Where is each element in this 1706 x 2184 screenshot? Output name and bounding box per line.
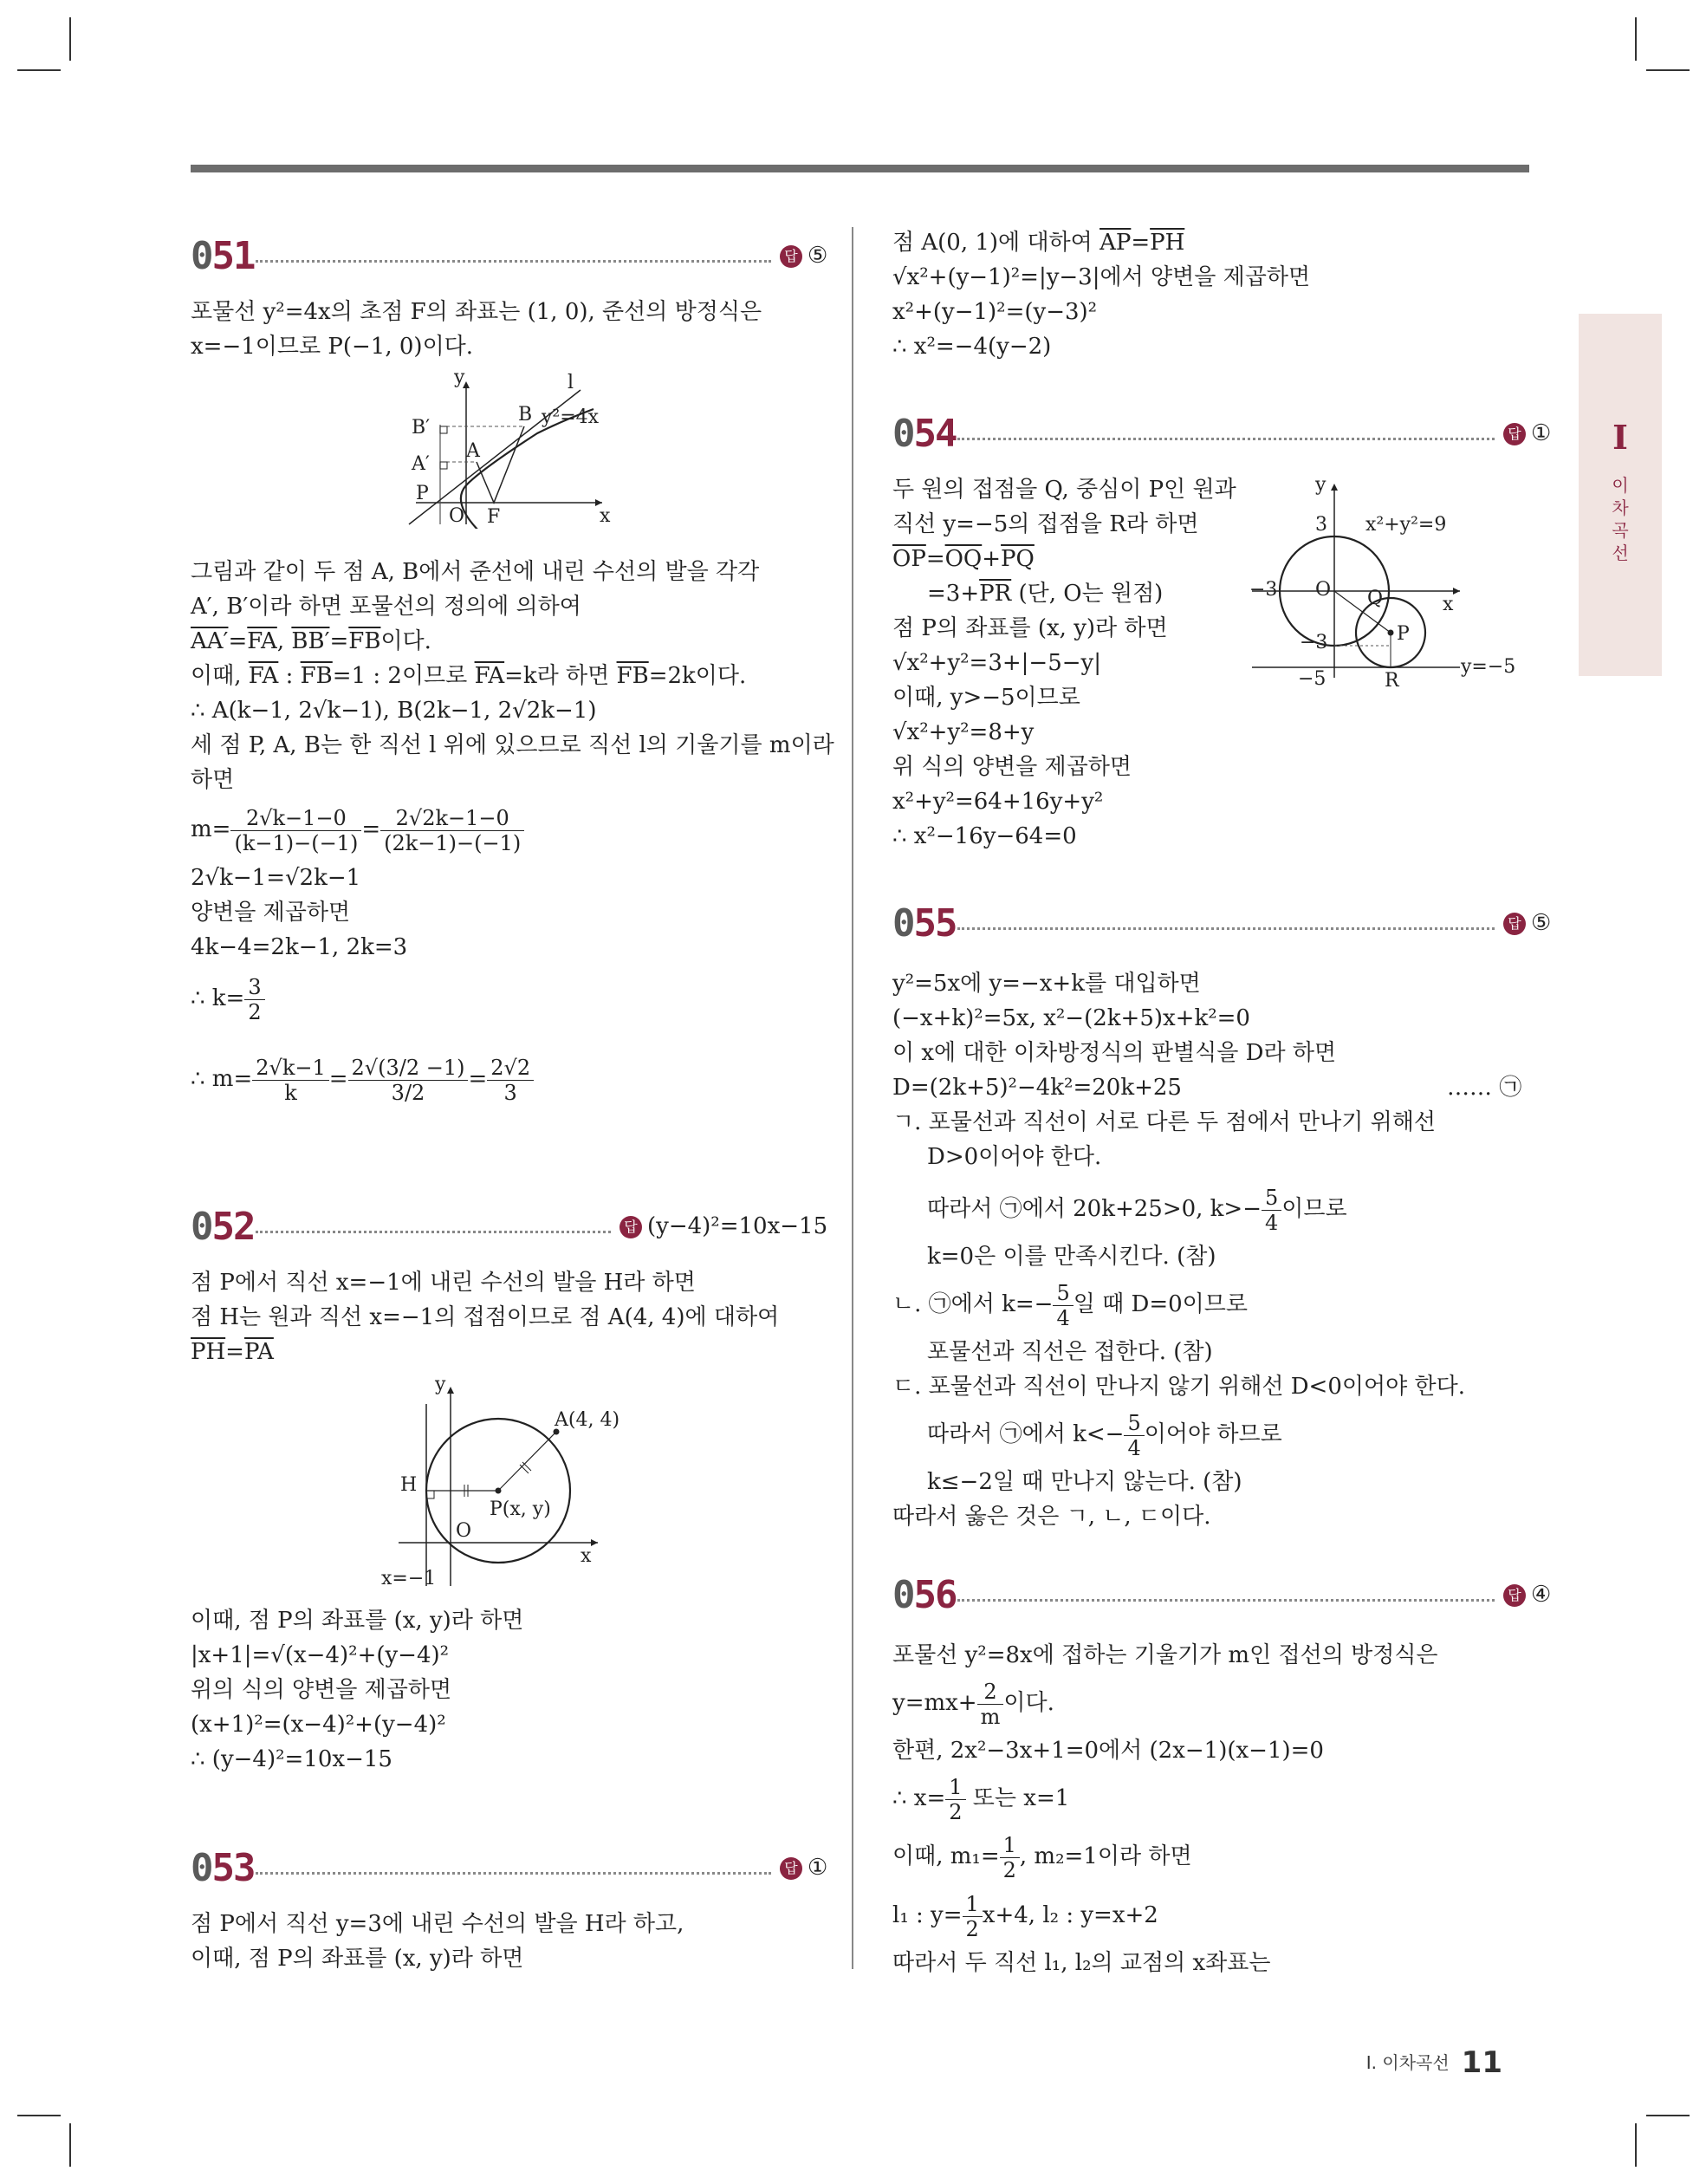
crop-mark	[69, 17, 71, 61]
text-line: $\overline{OP}=\overline{OQ}+\overline{PQ}$	[892, 546, 1035, 572]
svg-text:O: O	[449, 505, 465, 527]
svg-text:y: y	[454, 373, 465, 388]
answer-mark-icon: 답	[780, 245, 802, 268]
text-line: (x+1)²=(x−4)²+(y−4)²	[191, 1712, 446, 1738]
figure-054-circles	[1248, 478, 1529, 695]
text-line: (−x+k)²=5x, x²−(2k+5)x+k²=0	[892, 1005, 1250, 1031]
svg-text:y: y	[435, 1378, 446, 1395]
text-line: ∴ x= $\frac{1}{2}$ 또는 x=1	[892, 1774, 1070, 1824]
svg-text:P: P	[416, 483, 429, 504]
problem-number: 052	[191, 1205, 255, 1249]
answer: 답 ①	[780, 1855, 827, 1881]
text-line: l₁ : y= $\frac{1}{2}$ x+4, l₂ : y=x+2	[892, 1891, 1158, 1941]
leader-dots	[957, 438, 1495, 440]
text-line: y²=5x에 y=−x+k를 대입하면	[892, 971, 1201, 997]
leader-dots	[957, 1599, 1495, 1602]
text-line: ㄴ. ㉠에서 k=− $\frac{5}{4}$ 일 때 D=0이므로	[892, 1280, 1249, 1330]
leader-dots	[256, 1872, 771, 1875]
crop-mark	[1646, 69, 1690, 71]
text-line: 점 P에서 직선 x=−1에 내린 수선의 발을 H라 하면	[191, 1270, 696, 1296]
problem-number: 054	[892, 412, 957, 456]
problem-051-header	[191, 234, 828, 286]
svg-text:y: y	[1315, 478, 1327, 496]
text-line: 하면	[191, 767, 235, 793]
svg-text:y²=4x: y²=4x	[542, 406, 600, 428]
problem-number: 055	[892, 901, 957, 946]
equation-k: ∴ k= $\frac{3}{2}$	[191, 971, 265, 1026]
svg-text:3: 3	[1315, 514, 1327, 536]
equation-tag: …… ㉠	[1447, 1075, 1522, 1101]
svg-text:x=−1: x=−1	[381, 1568, 437, 1589]
text-line: 2√k−1=√2k−1	[191, 865, 361, 891]
svg-text:y=−5: y=−5	[1461, 656, 1516, 678]
text-line: 이때, m₁= $\frac{1}{2}$ , m₂=1이라 하면	[892, 1832, 1192, 1882]
svg-text:O: O	[1315, 579, 1332, 601]
problem-number: 053	[191, 1846, 255, 1890]
svg-text:H: H	[400, 1474, 418, 1496]
svg-text:−3: −3	[1300, 632, 1328, 653]
text-line: 포물선과 직선은 접한다. (참)	[927, 1339, 1213, 1365]
text-line: √x²+y²=3+|−5−y|	[892, 650, 1101, 676]
text-line: 점 P에서 직선 y=3에 내린 수선의 발을 H라 하고,	[191, 1911, 684, 1937]
crop-mark	[1646, 2115, 1690, 2116]
answer: 답 (y−4)²=10x−15	[619, 1213, 827, 1239]
text-line: 한편, 2x²−3x+1=0에서 (2x−1)(x−1)=0	[892, 1738, 1324, 1764]
svg-text:P: P	[1397, 623, 1410, 645]
crop-mark	[17, 2115, 61, 2116]
problem-number: 056	[892, 1573, 957, 1617]
text-line: x=−1이므로 P(−1, 0)이다.	[191, 334, 474, 360]
text-line: A′, B′이라 하면 포물선의 정의에 의하여	[191, 594, 581, 620]
text-line: $\overline{PH}=\overline{PA}$	[191, 1339, 274, 1365]
text-line: 포물선 y²=4x의 초점 F의 좌표는 (1, 0), 준선의 방정식은	[191, 299, 762, 325]
svg-text:B: B	[518, 404, 533, 426]
text-line: ∴ x²=−4(y−2)	[892, 334, 1052, 360]
page-footer	[1366, 2045, 1502, 2080]
problem-056-header	[892, 1573, 1552, 1625]
svg-text:x²+y²=9: x²+y²=9	[1365, 514, 1447, 536]
page-number: 11	[1461, 2045, 1502, 2080]
text-line: 따라서 ㉠에서 k<− $\frac{5}{4}$ 이어야 하므로	[927, 1410, 1282, 1460]
text-line: x²+(y−1)²=(y−3)²	[892, 299, 1098, 325]
svg-text:l: l	[568, 373, 574, 393]
text-line: ㄷ. 포물선과 직선이 만나지 않기 위해선 D<0이어야 한다.	[892, 1374, 1465, 1400]
svg-text:A′: A′	[412, 453, 430, 475]
text-line: 이때, $\overline{FA}$ : $\overline{FB}=1$ : 2이므로 $\overline{FA}=k$라 하면 $\overline{FB}=2k$이다.	[191, 663, 747, 689]
text-line: 점 H는 원과 직선 x=−1의 접점이므로 점 A(4, 4)에 대하여	[191, 1304, 780, 1330]
text-line: 이때, y>−5이므로	[892, 685, 1080, 711]
figure-052-circle	[381, 1378, 624, 1595]
crop-mark	[17, 69, 61, 71]
svg-text:F: F	[487, 506, 501, 528]
leader-dots	[957, 927, 1495, 930]
answer-mark-icon: 답	[780, 1857, 802, 1880]
text-line: √x²+y²=8+y	[892, 719, 1035, 745]
svg-text:R: R	[1385, 670, 1399, 692]
chapter-roman: I	[1612, 418, 1628, 457]
text-line: 점 A(0, 1)에 대하여 $\overline{AP}=\overline{PH}$	[892, 230, 1185, 256]
svg-text:x: x	[600, 505, 611, 527]
text-line: 따라서 두 직선 l₁, l₂의 교점의 x좌표는	[892, 1950, 1271, 1976]
text-line: ∴ x²−16y−64=0	[892, 823, 1077, 849]
text-line: |x+1|=√(x−4)²+(y−4)²	[191, 1642, 450, 1668]
problem-053-header	[191, 1846, 828, 1898]
text-line: y=mx+ $\frac{2}{m}$ 이다.	[892, 1679, 1054, 1729]
answer-mark-icon: 답	[1503, 913, 1526, 935]
text-line: 양변을 제곱하면	[191, 900, 351, 926]
text-line: 따라서 ㉠에서 20k+25>0, k>− $\frac{5}{4}$ 이므로	[927, 1185, 1347, 1235]
crop-mark	[1635, 2123, 1637, 2167]
column-divider	[852, 227, 853, 1969]
text-line: ㄱ. 포물선과 직선이 서로 다른 두 점에서 만나기 위해선	[892, 1109, 1436, 1135]
text-line: x²+y²=64+16y+y²	[892, 789, 1104, 815]
footer-chapter: I. 이차곡선	[1365, 2052, 1450, 2073]
text-line: 이 x에 대한 이차방정식의 판별식을 D라 하면	[892, 1040, 1337, 1066]
leader-dots	[256, 260, 771, 263]
problem-052-header	[191, 1205, 828, 1257]
equation-slope: m= $\frac{2√k-1-0}{(k-1)-(-1)}$ = $\frac{2√2k-1-0}{(2k-1)-(-1)}$	[191, 802, 524, 857]
svg-text:x: x	[581, 1545, 592, 1567]
chapter-vertical-title: 이 차 곡 선	[1612, 475, 1629, 563]
text-line: D=(2k+5)²−4k²=20k+25	[892, 1075, 1182, 1101]
text-line: ∴ (y−4)²=10x−15	[191, 1746, 392, 1772]
text-line: $=3+\overline{PR}$ (단, O는 원점)	[927, 581, 1164, 607]
text-line: 그림과 같이 두 점 A, B에서 준선에 내린 수선의 발을 각각	[191, 559, 760, 585]
svg-text:x: x	[1443, 594, 1454, 615]
svg-text:O: O	[456, 1520, 472, 1542]
svg-text:−3: −3	[1249, 579, 1278, 601]
text-line: 세 점 P, A, B는 한 직선 l 위에 있으므로 직선 l의 기울기를 m이라	[191, 732, 834, 758]
text-line: 포물선 y²=8x에 접하는 기울기가 m인 접선의 방정식은	[892, 1642, 1438, 1668]
answer-mark-icon: 답	[619, 1216, 642, 1238]
text-line: ∴ A(k−1, 2√k−1), B(2k−1, 2√2k−1)	[191, 698, 597, 724]
text-line: 이때, 점 P의 좌표를 (x, y)라 하면	[191, 1946, 524, 1972]
answer-mark-icon: 답	[1503, 423, 1526, 445]
text-line: $AA'=\overline{FA}$, $BB'=\overline{FB}$이다.	[191, 628, 431, 654]
svg-text:B′: B′	[412, 417, 431, 439]
answer: 답 ①	[1503, 420, 1551, 446]
text-line: k≤−2일 때 만나지 않는다. (참)	[927, 1469, 1242, 1495]
text-line: 위 식의 양변을 제곱하면	[892, 754, 1132, 780]
text-line: k=0은 이를 만족시킨다. (참)	[927, 1244, 1216, 1270]
equation-m-result: ∴ m= $\frac{2√k-1}{k}$ = $\frac{2√(3/2 -1)}{3/2}$ = $\frac{2√2}{3}$	[191, 1049, 534, 1109]
text-line: 점 P의 좌표를 (x, y)라 하면	[892, 615, 1168, 641]
problem-054-header	[892, 412, 1552, 464]
svg-text:A: A	[466, 440, 480, 462]
text-line: 4k−4=2k−1, 2k=3	[191, 934, 408, 960]
text-line: 따라서 옳은 것은 ㄱ, ㄴ, ㄷ이다.	[892, 1504, 1211, 1530]
svg-text:A(4, 4): A(4, 4)	[555, 1409, 620, 1431]
answer: 답 ⑤	[780, 243, 827, 269]
text-line: 이때, 점 P의 좌표를 (x, y)라 하면	[191, 1608, 524, 1634]
problem-055-header	[892, 901, 1552, 953]
answer-mark-icon: 답	[1503, 1584, 1526, 1607]
svg-text:P(x, y): P(x, y)	[490, 1498, 551, 1520]
text-line: 직선 y=−5의 접점을 R라 하면	[892, 511, 1199, 537]
top-rule	[191, 165, 1529, 172]
crop-mark	[69, 2123, 71, 2167]
chapter-side-tab	[1579, 314, 1662, 676]
leader-dots	[256, 1231, 611, 1233]
text-line: 위의 식의 양변을 제곱하면	[191, 1677, 452, 1703]
text-line: √x²+(y−1)²=|y−3|에서 양변을 제곱하면	[892, 264, 1311, 290]
answer: 답 ④	[1503, 1582, 1551, 1608]
text-line: D>0이어야 한다.	[927, 1144, 1102, 1170]
text-line: 두 원의 접점을 Q, 중심이 P인 원과	[892, 477, 1236, 503]
svg-text:Q: Q	[1367, 588, 1384, 609]
figure-051-parabola	[399, 373, 615, 529]
problem-number: 051	[191, 234, 255, 278]
svg-text:−5: −5	[1298, 668, 1327, 690]
crop-mark	[1635, 17, 1637, 61]
answer: 답 ⑤	[1503, 910, 1551, 936]
